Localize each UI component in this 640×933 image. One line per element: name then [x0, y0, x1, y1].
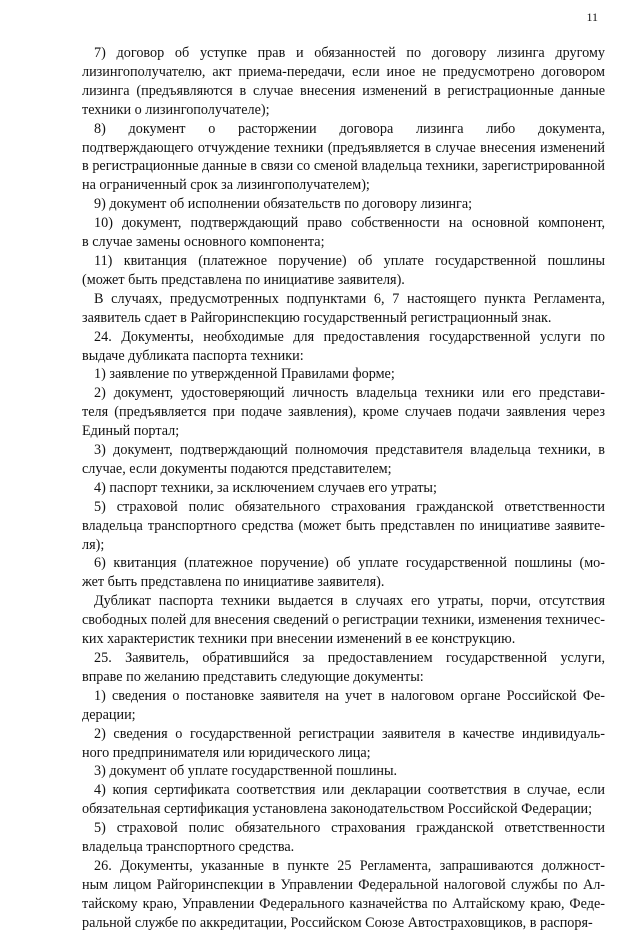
paragraph-p26 — [70, 857, 605, 933]
text-line: 2) сведения о государственной регистрации заявителя в качестве индивидуаль- — [94, 725, 605, 742]
paragraph-p25-3 — [70, 762, 605, 781]
text-line: тайскому краю, Управлении Федерального казначейства по Алтайскому краю, Феде- — [82, 895, 605, 912]
text-line: заявитель сдает в Райгоринспекцию государственный регистрационный знак. — [82, 309, 552, 326]
text-line: жет быть представлена по инициативе заявителя). — [82, 574, 385, 591]
paragraph-p-dup — [70, 592, 605, 649]
text-line: 4) паспорт техники, за исключением случаев его утраты; — [94, 479, 437, 496]
text-line: 24. Документы, необходимые для предоставления государственной услуги по — [94, 328, 605, 345]
text-line: лизингополучателю, акт приема-передачи, если иное не предусмотрено договором — [82, 63, 605, 80]
text-line: 3) документ, подтверждающий полномочия представителя владельца техники, в — [94, 442, 605, 459]
text-line: 8) документ о расторжении договора лизинга либо документа, — [94, 120, 605, 137]
paragraph-p24-6 — [70, 554, 605, 592]
text-line: 2) документ, удостоверяющий личность владельца техники или его представи- — [94, 385, 605, 402]
paragraph-p24-2 — [70, 384, 605, 441]
text-line: ным лицом Райгоринспекции в Управлении Федеральной налоговой службы по Ал- — [82, 876, 605, 893]
paragraph-p24-5 — [70, 498, 605, 555]
text-line: 3) документ об уплате государственной пошлины. — [94, 763, 398, 780]
text-line: 25. Заявитель, обратившийся за предоставлением государственной услуги, — [94, 650, 605, 666]
paragraph-p9 — [70, 195, 605, 214]
text-line: Дубликат паспорта техники выдается в случаях его утраты, порчи, отсутствия — [94, 593, 605, 610]
text-line: 5) страховой полис обязательного страхования гражданской ответственности — [94, 498, 605, 515]
text-line: теля (предъявляется при подаче заявления), кроме случаев подачи заявления через — [82, 404, 605, 421]
paragraph-p25 — [70, 649, 605, 687]
text-line: в случае замены основного компонента; — [82, 234, 325, 251]
text-line: владельца транспортного средства. — [82, 839, 295, 856]
text-line: техники о лизингополучателе); — [82, 101, 270, 118]
text-line: 10) документ, подтверждающий право собственности на основной компонент, — [94, 215, 605, 232]
text-line: ральной службе по аккредитации, Российском Союзе Автостраховщиков, в распоря- — [82, 914, 593, 931]
text-line: 1) сведения о постановке заявителя на учет в налоговом органе Российской Фе- — [94, 687, 605, 704]
text-line: ких характеристик техники при внесении изменений в ее конструкцию. — [82, 631, 516, 648]
paragraph-p24 — [70, 328, 605, 366]
text-line: 4) копия сертификата соответствия или декларации соответствия в случае, если — [94, 782, 605, 799]
text-line: лизинга (предъявляются в случае внесения изменений в регистрационные данные — [82, 82, 605, 99]
text-line: В случаях, предусмотренных подпунктами 6, 7 настоящего пункта Регламента, — [94, 290, 605, 307]
text-line: владельца транспортного средства (может быть представлен по инициативе заявите- — [82, 517, 605, 534]
text-line: 11) квитанция (платежное поручение) об уплате государственной пошлины — [94, 252, 605, 269]
paragraph-p24-3 — [70, 441, 605, 479]
text-line: ного предпринимателя или юридического лица; — [82, 744, 371, 761]
text-line: в регистрационные данные в связи со сменой владельца техники, зарегистрированной — [82, 158, 605, 175]
text-line: ля); — [82, 536, 105, 553]
text-line: вправе по желанию представить следующие документы: — [82, 668, 424, 685]
text-line: свободных полей для внесения сведений о регистрации техники, изменения техничес- — [82, 612, 605, 629]
text-line: дерации; — [82, 706, 136, 723]
text-line: 1) заявление по утвержденной Правилами форме; — [94, 366, 395, 383]
text-line: 5) страховой полис обязательного страхования гражданской ответственности — [94, 820, 605, 837]
document-body — [70, 44, 605, 933]
paragraph-p25-5 — [70, 819, 605, 857]
paragraph-p7 — [70, 44, 605, 120]
text-line: 26. Документы, указанные в пункте 25 Регламента, запрашиваются должност- — [94, 857, 605, 874]
paragraph-p11 — [70, 252, 605, 290]
text-line: (может быть представлена по инициативе заявителя). — [82, 271, 405, 288]
text-line: 7) договор об уступке прав и обязанностей по договору лизинга другому — [94, 45, 605, 61]
paragraph-p10 — [70, 214, 605, 252]
paragraph-p25-2 — [70, 725, 605, 763]
paragraph-p8 — [70, 120, 605, 196]
text-line: Единый портал; — [82, 423, 180, 440]
paragraph-p-cases — [70, 290, 605, 328]
paragraph-p25-1 — [70, 687, 605, 725]
paragraph-p24-4 — [70, 479, 605, 498]
page-number: 11 — [586, 10, 598, 24]
text-line: выдаче дубликата паспорта техники: — [82, 347, 304, 364]
text-line: 6) квитанция (платежное поручение) об уплате государственной пошлины (мо- — [94, 555, 605, 572]
text-line: обязательная сертификация установлена законодательством Российской Федерации; — [82, 801, 593, 818]
text-line: подтверждающего отчуждение техники (предъявляется в случае внесения изменений — [82, 139, 605, 156]
text-line: 9) документ об исполнении обязательств по договору лизинга; — [94, 196, 473, 213]
paragraph-p24-1 — [70, 365, 605, 384]
text-line: на ограниченный срок за лизингополучателем); — [82, 177, 370, 194]
text-line: случае, если документы подаются представителем; — [82, 460, 392, 477]
paragraph-p25-4 — [70, 781, 605, 819]
